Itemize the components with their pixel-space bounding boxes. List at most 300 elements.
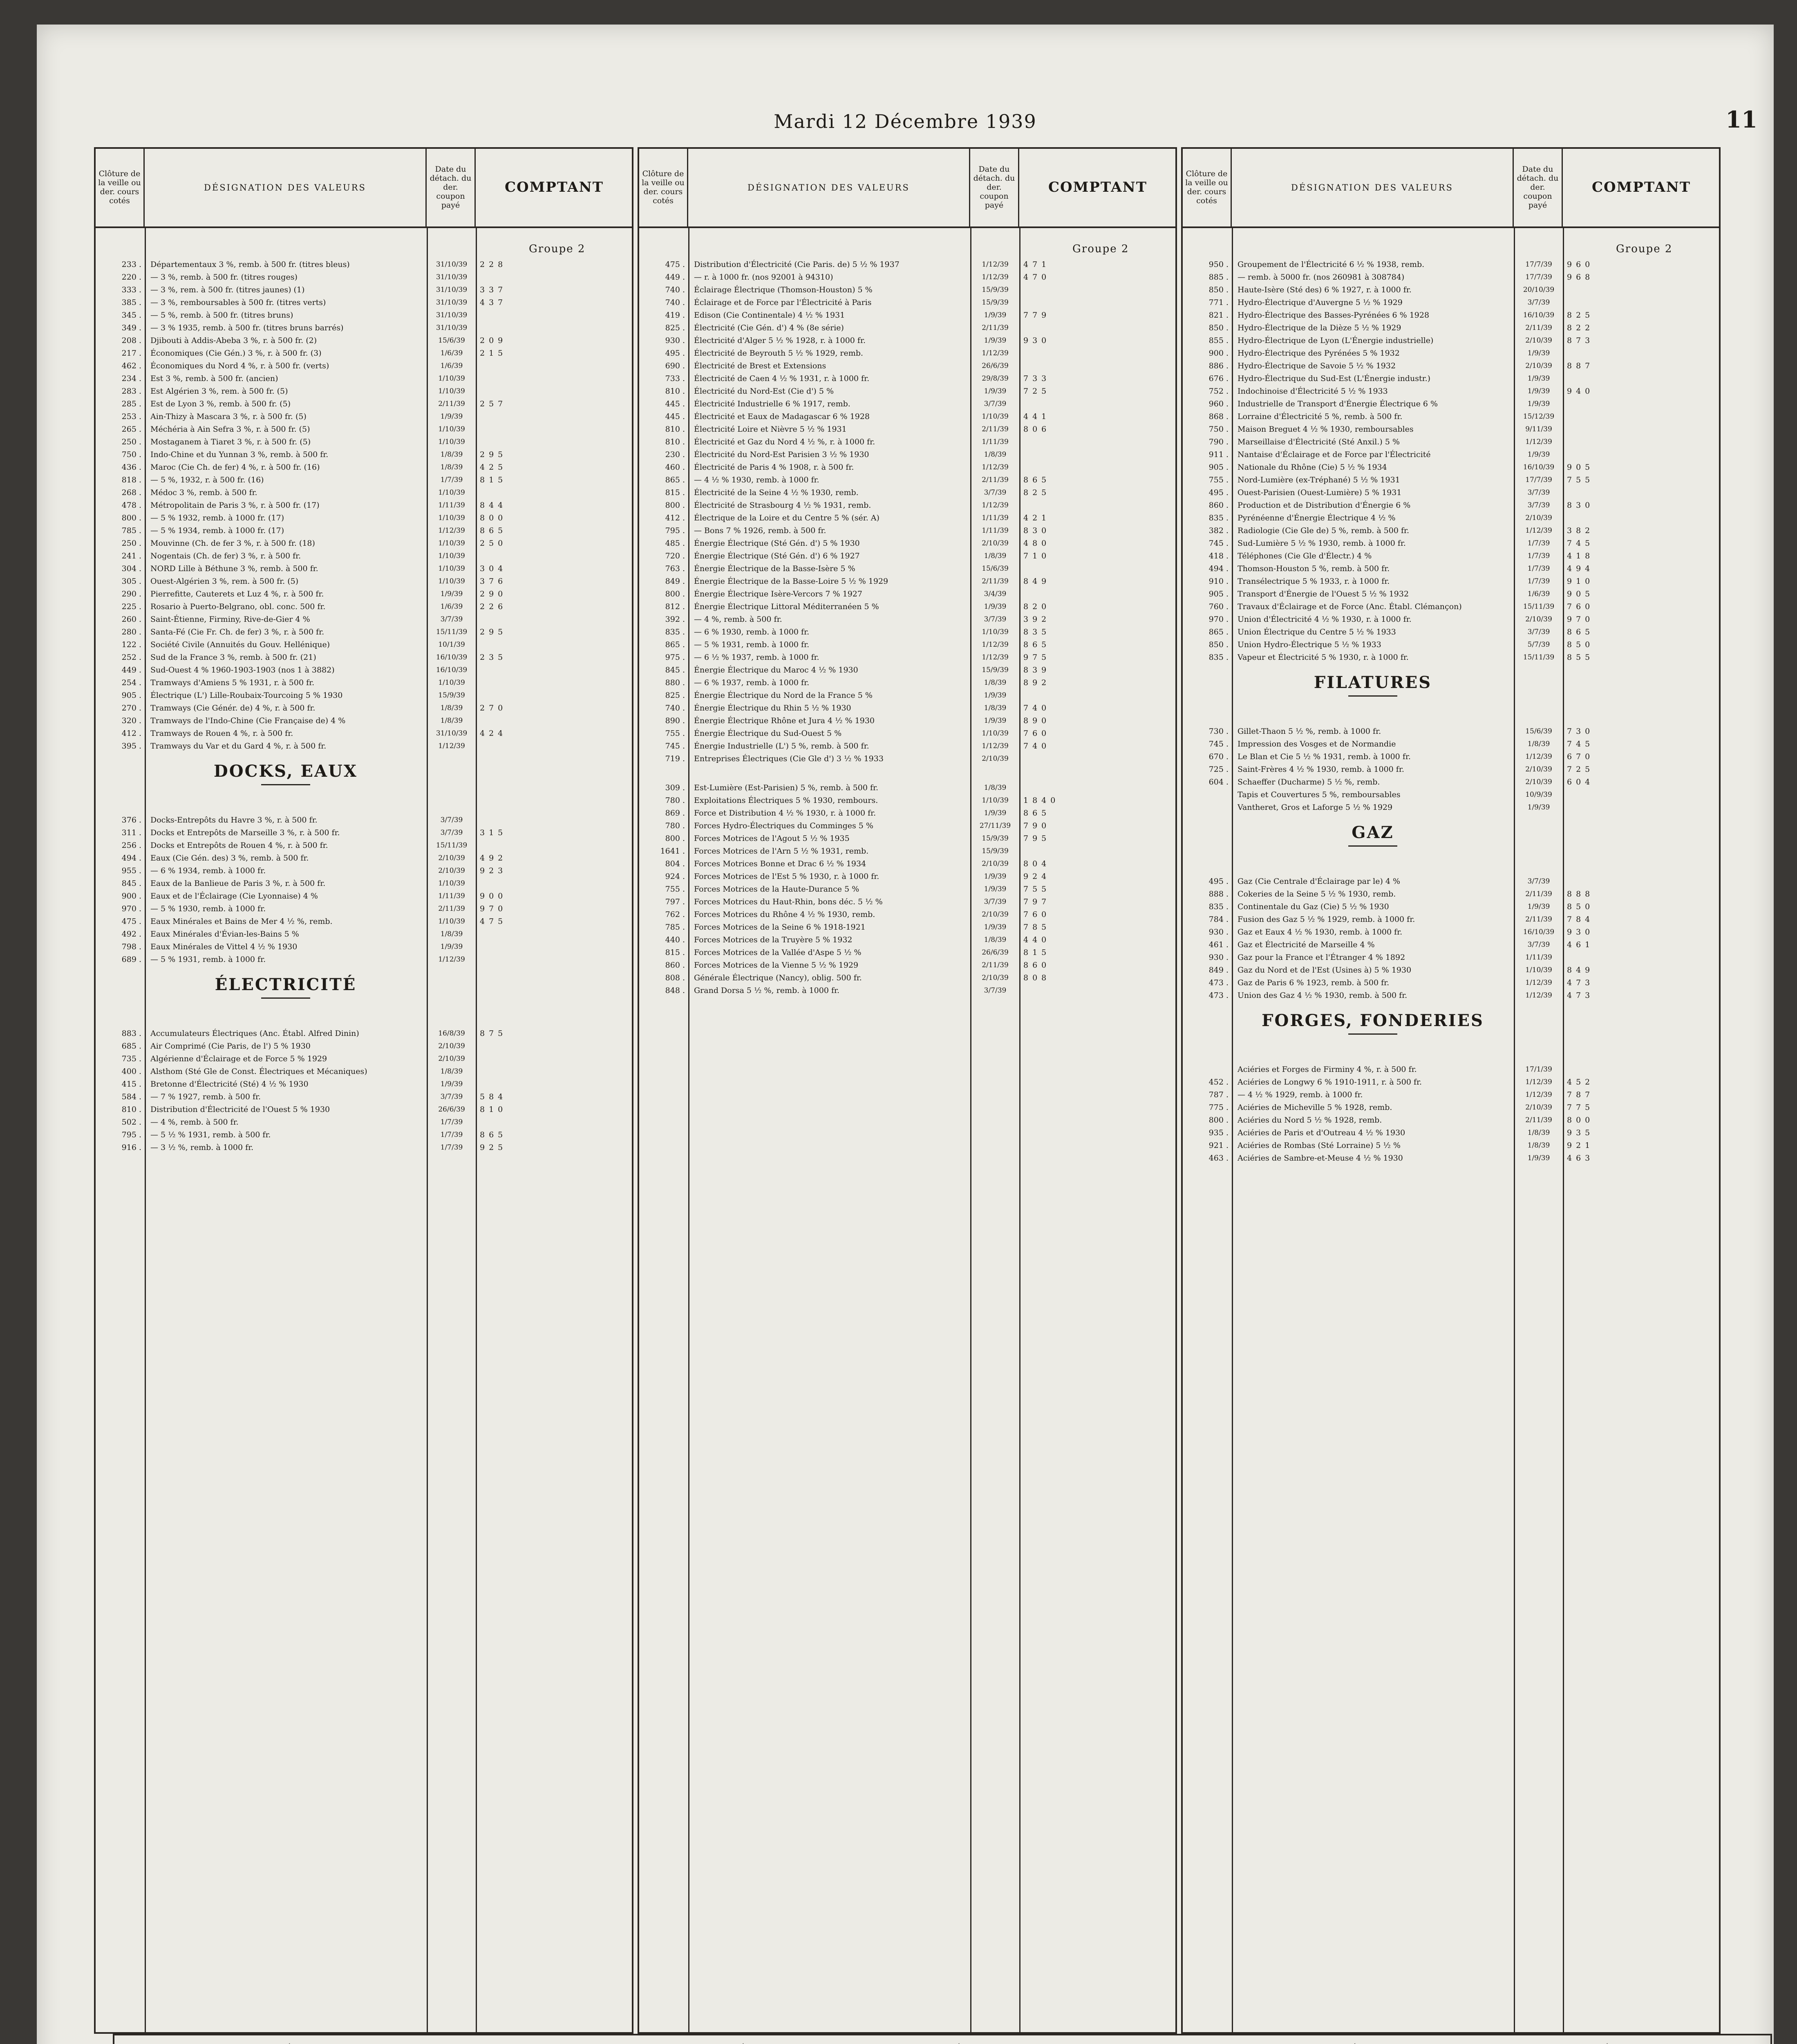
row-comptant: 849	[1567, 966, 1594, 975]
row-date: 1/9/39	[984, 336, 1007, 345]
row-designation: Vantheret, Gros et Laforge 5 ½ % 1929	[1238, 803, 1393, 812]
row-cloture: 320 .	[121, 716, 141, 725]
row-cloture: 689 .	[121, 955, 141, 964]
table-row	[1183, 551, 1719, 561]
row-date: 15/9/39	[982, 298, 1009, 307]
row-designation: Mostaganem à Tiaret 3 %, r. à 500 fr. (5)	[150, 437, 311, 446]
table-body	[96, 259, 632, 2028]
table-row	[639, 935, 1175, 945]
table-row	[96, 525, 632, 536]
row-cloture: 122 .	[121, 640, 141, 649]
row-cloture: 233 .	[121, 260, 141, 269]
row-designation: Fusion des Gaz 5 ½ % 1929, remb. à 1000 fr.	[1238, 915, 1415, 924]
row-comptant: 755	[1567, 475, 1594, 484]
row-date: 1/10/39	[438, 425, 465, 433]
row-comptant: 787	[1567, 1090, 1594, 1099]
row-cloture: 762 .	[665, 910, 685, 919]
row-designation: Hydro-Électrique de Savoie 5 ½ % 1932	[1238, 361, 1396, 370]
row-date: 1/8/39	[1527, 1129, 1550, 1137]
row-cloture: 395 .	[121, 742, 141, 751]
table-row	[1183, 272, 1719, 282]
row-cloture: 916 .	[121, 1143, 141, 1152]
row-comptant: 975	[1023, 653, 1051, 662]
row-cloture: 208 .	[121, 336, 141, 345]
section-heading	[145, 975, 427, 999]
row-cloture: 815 .	[665, 488, 685, 497]
row-date: 15/11/39	[1523, 653, 1555, 661]
row-designation: Entreprises Électriques (Cie Gle d') 3 ½ % 1933	[694, 754, 884, 763]
row-date: 31/10/39	[436, 324, 468, 332]
row-date: 1/10/39	[438, 565, 465, 573]
row-designation: Union Hydro-Électrique 5 ½ % 1933	[1238, 640, 1381, 649]
table-row	[639, 576, 1175, 587]
row-comptant: 424	[480, 729, 507, 738]
row-comptant: 304	[480, 564, 507, 573]
row-cloture: 860 .	[1208, 501, 1229, 510]
row-cloture: 309 .	[665, 783, 685, 792]
row-designation: — 5 % 1931, remb. à 1000 fr.	[694, 640, 810, 649]
row-comptant: 850	[1567, 902, 1594, 911]
row-comptant: 940	[1567, 387, 1594, 396]
row-designation: Marseillaise d'Électricité (Sté Anxil.) 5 %	[1238, 437, 1400, 446]
table-row	[96, 601, 632, 612]
row-designation: Gillet-Thaon 5 ½ %, remb. à 1000 fr.	[1238, 727, 1381, 736]
table-header	[1183, 149, 1719, 228]
row-designation: Électricité de Caen 4 ½ % 1931, r. à 1000 fr.	[694, 374, 870, 383]
row-date: 1/8/39	[984, 679, 1007, 687]
table-row	[639, 652, 1175, 663]
table-row	[639, 538, 1175, 549]
row-date: 3/7/39	[440, 615, 463, 623]
row-date: 3/7/39	[1527, 877, 1550, 885]
row-date: 1/9/39	[1527, 903, 1550, 911]
row-cloture: 855 .	[1208, 336, 1229, 345]
row-cloture: 800 .	[1208, 1116, 1229, 1125]
row-comptant: 382	[1567, 526, 1594, 535]
row-comptant: 584	[480, 1092, 507, 1101]
row-date: 15/9/39	[982, 834, 1009, 843]
table-row	[639, 323, 1175, 333]
row-date: 1/12/39	[438, 527, 465, 535]
row-cloture: 1641 .	[660, 847, 685, 856]
row-cloture: 975 .	[665, 653, 685, 662]
row-designation: Électricité et Gaz du Nord 4 ½ %, r. à 1000 fr.	[694, 437, 875, 446]
row-comptant: 725	[1023, 387, 1051, 396]
row-designation: — 3 %, remb. à 500 fr. (titres rouges)	[150, 273, 298, 282]
row-cloture: 752 .	[1208, 387, 1229, 396]
row-date: 2/10/39	[438, 1042, 465, 1050]
row-date: 1/7/39	[1527, 539, 1550, 547]
row-date: 2/10/39	[982, 974, 1009, 982]
header-comptant: COMPTANT	[1048, 179, 1148, 196]
table-row	[639, 973, 1175, 983]
row-designation: Docks et Entrepôts de Rouen 4 %, r. à 500 fr.	[150, 841, 328, 850]
row-cloture: 463 .	[1208, 1154, 1229, 1163]
row-comptant: 461	[1567, 940, 1594, 949]
row-designation: — 5 % 1932, remb. à 1000 fr. (17)	[150, 513, 284, 522]
row-cloture: 888 .	[1208, 890, 1229, 899]
row-date: 29/8/39	[982, 374, 1009, 383]
row-designation: Énergie Électrique du Nord de la France 5 %	[694, 691, 873, 700]
row-designation: Est Algérien 3 %, rem. à 500 fr. (5)	[150, 387, 288, 396]
row-designation: Mouvinne (Ch. de fer 3 %, r. à 500 fr. (18)	[150, 539, 315, 548]
row-date: 1/9/39	[1527, 1154, 1550, 1162]
row-date: 1/7/39	[440, 1118, 463, 1126]
table-row	[1183, 1140, 1719, 1151]
row-cloture: 848 .	[665, 986, 685, 995]
row-comptant: 923	[480, 866, 507, 875]
row-designation: Algérienne d'Éclairage et de Force 5 % 1929	[150, 1054, 327, 1063]
row-date: 1/9/39	[984, 885, 1007, 893]
row-designation: Le Blan et Cie 5 ½ % 1931, remb. à 1000 fr.	[1238, 752, 1411, 761]
table-row	[639, 808, 1175, 818]
row-designation: Radiologie (Cie Gle de) 5 %, remb. à 500 fr.	[1238, 526, 1410, 535]
row-comptant: 930	[1023, 336, 1051, 345]
row-designation: Eaux Minérales de Vittel 4 ½ % 1930	[150, 942, 298, 951]
row-comptant: 865	[480, 1130, 507, 1139]
row-designation: Travaux d'Éclairage et de Force (Anc. Établ. Clémançon)	[1238, 602, 1462, 611]
row-designation: Nord-Lumière (ex-Tréphané) 5 ½ % 1931	[1238, 475, 1400, 484]
row-cloture: 771 .	[1208, 298, 1229, 307]
row-date: 1/11/39	[438, 892, 465, 900]
row-date: 1/10/39	[438, 514, 465, 522]
row-date: 1/9/39	[440, 1080, 463, 1088]
table-row	[639, 896, 1175, 907]
row-cloture: 883 .	[121, 1029, 141, 1038]
header-cloture: Clôture de la veille ou der. cours cotés	[1183, 149, 1232, 226]
row-cloture: 970 .	[121, 904, 141, 913]
row-cloture: 283 .	[121, 387, 141, 396]
row-cloture: 400 .	[121, 1067, 141, 1076]
row-cloture: 494 .	[1208, 564, 1229, 573]
row-date: 1/12/39	[982, 501, 1009, 509]
row-date: 1/11/39	[982, 514, 1009, 522]
row-comptant: 795	[1023, 834, 1051, 843]
row-date: 3/7/39	[984, 986, 1007, 995]
row-designation: Industrielle de Transport d'Énergie Électrique 6 %	[1238, 399, 1438, 408]
table-row	[639, 563, 1175, 574]
row-date: 16/10/39	[1523, 463, 1555, 471]
section-heading	[145, 762, 427, 785]
row-cloture: 835 .	[1208, 513, 1229, 522]
row-comptant: 921	[1567, 1141, 1594, 1150]
table-row	[1183, 348, 1719, 359]
row-cloture: 760 .	[1208, 602, 1229, 611]
row-date: 2/10/39	[438, 854, 465, 862]
row-designation: Force et Distribution 4 ½ % 1930, r. à 1000 fr.	[694, 809, 876, 818]
row-comptant: 804	[1023, 859, 1051, 868]
row-designation: Électrique de la Loire et du Centre 5 % (sér. A)	[694, 513, 879, 522]
row-date: 15/9/39	[982, 847, 1009, 855]
row-designation: Téléphones (Cie Gle d'Électr.) 4 %	[1238, 551, 1372, 560]
row-comptant: 270	[480, 704, 507, 713]
row-comptant: 437	[480, 298, 507, 307]
section-heading-text: ÉLECTRICITÉ	[215, 975, 357, 994]
row-date: 2/10/39	[1525, 778, 1552, 786]
row-date: 3/7/39	[1527, 489, 1550, 497]
table-row	[96, 1091, 632, 1102]
row-designation: — 4 %, remb. à 500 fr.	[150, 1118, 239, 1127]
row-cloture: 305 .	[121, 577, 141, 586]
row-comptant: 860	[1023, 961, 1051, 970]
row-date: 1/12/39	[438, 742, 465, 750]
row-date: 3/7/39	[440, 816, 463, 824]
row-date: 1/8/39	[1527, 740, 1550, 748]
row-date: 1/9/39	[984, 311, 1007, 319]
row-date: 17/1/39	[1525, 1065, 1552, 1074]
row-designation: Sud-Lumière 5 ½ % 1930, remb. à 1000 fr.	[1238, 539, 1406, 548]
row-comptant: 810	[480, 1105, 507, 1114]
row-date: 1/10/39	[438, 679, 465, 687]
row-cloture: 230 .	[665, 450, 685, 459]
table-row	[639, 753, 1175, 764]
table-row	[1183, 513, 1719, 523]
row-date: 1/9/39	[984, 923, 1007, 931]
table-row	[639, 399, 1175, 409]
row-cloture: 485 .	[665, 539, 685, 548]
table-row	[96, 285, 632, 295]
table-row	[639, 960, 1175, 970]
row-designation: Aciéries de Paris et d'Outreau 4 ½ % 1930	[1238, 1128, 1405, 1137]
row-comptant: 849	[1023, 577, 1051, 586]
row-date: 1/12/39	[1525, 991, 1552, 1000]
table-row	[96, 386, 632, 397]
table-row	[1183, 777, 1719, 787]
row-comptant: 604	[1567, 778, 1594, 787]
table-row	[96, 411, 632, 422]
row-date: 1/10/39	[982, 412, 1009, 421]
row-designation: Gaz (Cie Centrale d'Éclairage par le) 4 %	[1238, 877, 1401, 886]
row-cloture: 462 .	[121, 361, 141, 370]
header-detach: Date du détach. du der. coupon payé	[970, 149, 1019, 226]
header-designation: DÉSIGNATION DES VALEURS	[145, 149, 427, 226]
row-cloture: 935 .	[1208, 1128, 1229, 1137]
table-row	[1183, 462, 1719, 473]
table-row	[639, 449, 1175, 460]
row-comptant: 800	[1567, 1116, 1594, 1125]
row-cloture: 745 .	[665, 742, 685, 751]
row-comptant: 844	[480, 501, 507, 510]
row-comptant: 441	[1023, 412, 1051, 421]
row-cloture: 869 .	[665, 809, 685, 818]
row-designation: Électricité et Eaux de Madagascar 6 % 1928	[694, 412, 870, 421]
header-comptant: COMPTANT	[504, 179, 604, 196]
row-cloture: 685 .	[121, 1042, 141, 1051]
row-comptant: 910	[1567, 577, 1594, 586]
row-comptant: 835	[1023, 628, 1051, 637]
row-designation: Alsthom (Sté Gle de Const. Électriques et Mécaniques)	[150, 1067, 367, 1076]
row-cloture: 304 .	[121, 564, 141, 573]
row-cloture: 798 .	[121, 942, 141, 951]
row-designation: Énergie Électrique Rhône et Jura 4 ½ % 1930	[694, 716, 875, 725]
row-date: 26/6/39	[982, 948, 1009, 957]
row-comptant: 421	[1023, 513, 1051, 522]
row-designation: — 4 ½ % 1930, remb. à 1000 fr.	[694, 475, 819, 484]
row-cloture: 265 .	[121, 425, 141, 434]
row-date: 1/10/39	[982, 796, 1009, 805]
table-row	[639, 285, 1175, 295]
row-cloture: 950 .	[1208, 260, 1229, 269]
row-date: 26/6/39	[438, 1105, 465, 1114]
row-date: 1/10/39	[438, 552, 465, 560]
row-date: 1/9/39	[984, 691, 1007, 699]
quotes-table-left	[94, 147, 633, 2034]
row-designation: — 5 % 1930, remb. à 1000 fr.	[150, 904, 266, 913]
row-cloture: 735 .	[121, 1054, 141, 1063]
row-cloture: 268 .	[121, 488, 141, 497]
table-row	[96, 1053, 632, 1064]
table-row	[96, 1066, 632, 1077]
row-designation: Docks-Entrepôts du Havre 3 %, r. à 500 fr.	[150, 816, 318, 825]
row-comptant: 480	[1023, 539, 1051, 548]
row-designation: Indo-Chine et du Yunnan 3 %, remb. à 500 fr.	[150, 450, 329, 459]
table-row	[1183, 399, 1719, 409]
row-designation: Hydro-Électrique de la Dièze 5 ½ % 1929	[1238, 323, 1401, 332]
row-date: 1/8/39	[984, 450, 1007, 459]
row-date: 2/10/39	[438, 867, 465, 875]
table-row	[1183, 437, 1719, 447]
row-designation: Distribution d'Électricité (Cie Paris. de) 5 ½ % 1937	[694, 260, 900, 269]
section-heading-text: DOCKS, EAUX	[214, 762, 358, 781]
row-date: 1/12/39	[438, 955, 465, 964]
table-row	[96, 1104, 632, 1115]
table-row	[639, 833, 1175, 844]
row-cloture: 382 .	[1208, 526, 1229, 535]
row-designation: Maison Breguet 4 ½ % 1930, remboursables	[1238, 425, 1414, 434]
row-designation: Gaz et Électricité de Marseille 4 %	[1238, 940, 1375, 949]
table-row	[1183, 627, 1719, 637]
row-date: 2/10/39	[1525, 514, 1552, 522]
row-comptant: 865	[480, 526, 507, 535]
table-row	[639, 525, 1175, 536]
table-row	[1183, 1153, 1719, 1163]
row-designation: — 6 % 1930, remb. à 1000 fr.	[694, 628, 810, 637]
table-row	[96, 815, 632, 825]
row-comptant: 815	[480, 475, 507, 484]
row-date: 2/11/39	[1525, 324, 1552, 332]
row-comptant: 452	[1567, 1078, 1594, 1087]
row-designation: Forces Motrices du Haut-Rhin, bons déc. 5 ½ %	[694, 897, 883, 906]
row-comptant: 806	[1023, 425, 1051, 434]
row-comptant: 960	[1567, 260, 1594, 269]
row-comptant: 820	[1023, 602, 1051, 611]
row-designation: Électrique (L') Lille-Roubaix-Tourcoing 5 % 1930	[150, 691, 343, 700]
table-row	[96, 728, 632, 739]
row-date: 15/12/39	[1523, 412, 1555, 421]
row-designation: Hydro-Électrique des Pyrénées 5 % 1932	[1238, 349, 1400, 358]
table-row	[639, 947, 1175, 958]
row-cloture: 412 .	[665, 513, 685, 522]
row-comptant: 970	[480, 904, 507, 913]
row-cloture: 905 .	[121, 691, 141, 700]
row-comptant: 725	[1567, 765, 1594, 774]
row-comptant: 830	[1567, 501, 1594, 510]
row-designation: — 4 ½ % 1929, remb. à 1000 fr.	[1238, 1090, 1363, 1099]
row-date: 1/9/39	[984, 387, 1007, 395]
newspaper-page	[37, 25, 1774, 2044]
row-cloture: 445 .	[665, 412, 685, 421]
row-cloture: 905 .	[1208, 463, 1229, 472]
row-date: 2/10/39	[982, 539, 1009, 547]
row-cloture: 849 .	[665, 577, 685, 586]
table-row	[96, 1142, 632, 1153]
row-designation: Eaux et de l'Éclairage (Cie Lyonnaise) 4 %	[150, 892, 318, 901]
row-designation: Nantaise d'Éclairage et de Force par l'Électricité	[1238, 450, 1431, 459]
header-designation: DÉSIGNATION DES VALEURS	[1232, 149, 1514, 226]
table-row	[639, 871, 1175, 882]
row-designation: Hydro-Électrique d'Auvergne 5 ½ % 1929	[1238, 298, 1403, 307]
row-comptant: 825	[1567, 311, 1594, 320]
row-comptant: 235	[480, 653, 507, 662]
row-designation: Forces Motrices de la Seine 6 % 1918-1921	[694, 923, 866, 932]
row-date: 1/11/39	[1525, 953, 1552, 961]
row-cloture: 460 .	[665, 463, 685, 472]
row-designation: Pyrénéenne d'Énergie Électrique 4 ½ %	[1238, 513, 1396, 522]
row-cloture: 780 .	[665, 796, 685, 805]
row-date: 1/7/39	[440, 1143, 463, 1152]
row-date: 1/6/39	[440, 362, 463, 370]
row-cloture: 865 .	[665, 640, 685, 649]
row-comptant: 815	[1023, 948, 1051, 957]
table-row	[1183, 563, 1719, 574]
row-comptant: 710	[1023, 551, 1051, 560]
row-cloture: 860 .	[665, 961, 685, 970]
row-date: 1/10/39	[438, 489, 465, 497]
row-date: 1/6/39	[1527, 590, 1550, 598]
row-cloture: 750 .	[121, 450, 141, 459]
row-comptant: 425	[480, 463, 507, 472]
table-body	[1183, 259, 1719, 2028]
row-date: 1/8/39	[984, 784, 1007, 792]
row-designation: — r. à 1000 fr. (nos 92001 à 94310)	[694, 273, 833, 282]
table-row	[639, 728, 1175, 739]
row-designation: Métropolitain de Paris 3 %, r. à 500 fr. (17)	[150, 501, 320, 510]
row-date: 1/8/39	[984, 704, 1007, 712]
row-cloture: 850 .	[1208, 323, 1229, 332]
table-row	[96, 538, 632, 549]
row-designation: Hydro-Électrique des Basses-Pyrénées 6 % 1928	[1238, 311, 1430, 320]
row-designation: — 5 %, 1932, r. à 500 fr. (16)	[150, 475, 264, 484]
groupe-label: Groupe 2	[529, 243, 586, 255]
row-cloture: 290 .	[121, 589, 141, 598]
row-cloture: 392 .	[665, 615, 685, 624]
row-comptant: 865	[1023, 809, 1051, 818]
table-row	[1183, 952, 1719, 963]
row-date: 20/10/39	[1523, 286, 1555, 294]
row-designation: Production et de Distribution d'Énergie 6 %	[1238, 501, 1411, 510]
row-date: 1/9/39	[984, 717, 1007, 725]
row-comptant: 226	[480, 602, 507, 611]
table-row	[96, 424, 632, 435]
row-designation: Électricité du Nord-Est (Cie d') 5 %	[694, 387, 834, 396]
header-cloture: Clôture de la veille ou der. cours cotés	[96, 149, 145, 226]
row-date: 1/9/39	[984, 809, 1007, 817]
table-row	[1183, 361, 1719, 371]
row-date: 1/9/39	[1527, 349, 1550, 357]
header-designation: DÉSIGNATION DES VALEURS	[688, 149, 970, 226]
row-date: 2/10/39	[1525, 1103, 1552, 1112]
row-cloture: 452 .	[1208, 1078, 1229, 1087]
heading-rule	[1348, 845, 1397, 847]
row-cloture: 810 .	[665, 437, 685, 446]
row-cloture: 812 .	[665, 602, 685, 611]
row-cloture: 676 .	[1208, 374, 1229, 383]
row-date: 31/10/39	[436, 273, 468, 281]
row-comptant: 257	[480, 399, 507, 408]
row-date: 2/10/39	[1525, 765, 1552, 773]
row-designation: Hydro-Électrique du Sud-Est (L'Énergie industr.)	[1238, 374, 1431, 383]
table-row	[639, 462, 1175, 473]
